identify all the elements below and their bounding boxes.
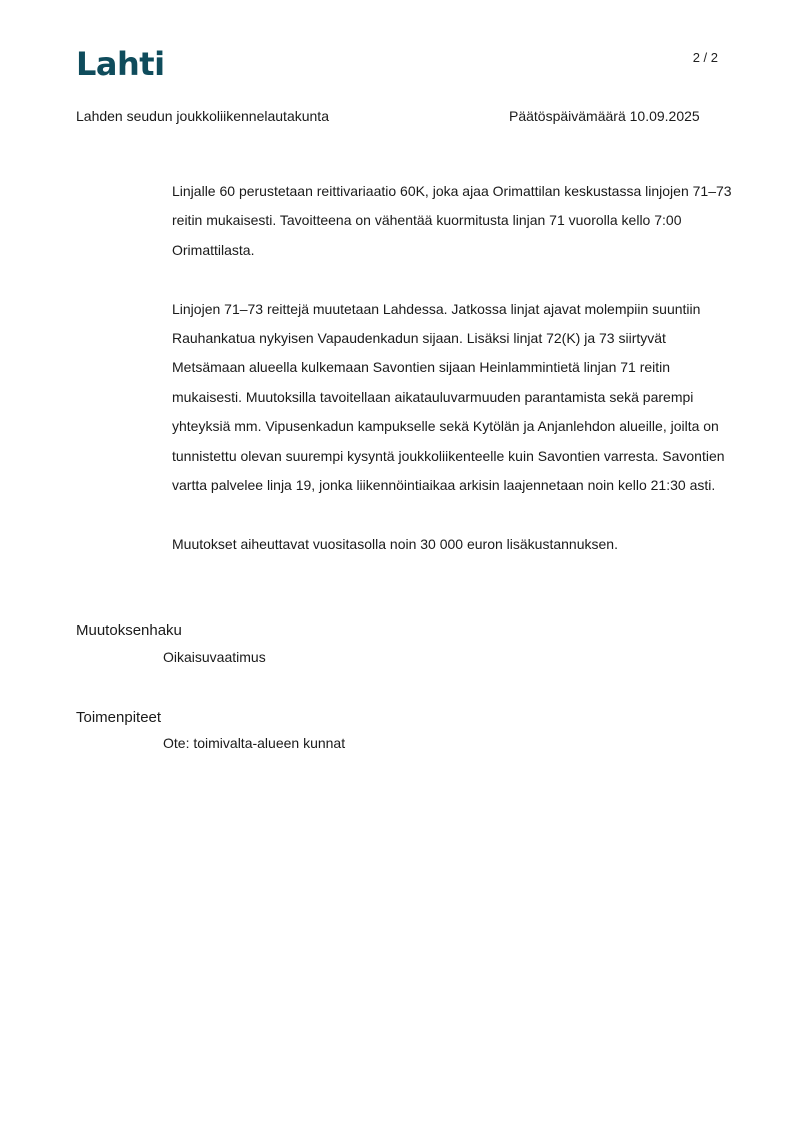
paragraph-route-60k: Linjalle 60 perustetaan reittivariaatio 60K, joka ajaa Orimattilan keskustassa linjojen 71–73 reitin mukaisesti. Tavoitteena on vähentää kuormitusta linjan 71 vuorolla kello 7:00 Orimattilasta. <box>172 183 732 258</box>
paragraph-routes-71-73: Linjojen 71–73 reittejä muutetaan Lahdessa. Jatkossa linjat ajavat molempiin suuntiin Rauhankatua nykyisen Vapaudenkadun sijaan. Lisäksi linjat 72(K) ja 73 siirtyvät Metsämaan alueella kulkemaan Savontien sijaan Heinlammintietä linjan 71 reitin mukaisesti. Muutoksilla tavoitellaan aikatauluvarmuuden parantamista sekä parempi yhteyksiä mm. Vipusenkadun kampukselle sekä Kytölän ja Anjanlehdon alueille, joilta on tunnistettu olevan suurempi kysyntä joukkoliikenteelle kuin Savontien varresta. Savontien vartta palvelee linja 19, jonka liikennöintiaikaa arkisin laajennetaan noin kello 21:30 asti. <box>172 300 725 494</box>
actions-value: Ote: toimivalta-alueen kunnat <box>163 735 346 751</box>
page-number: 2 / 2 <box>692 50 718 65</box>
organization-name: Lahden seudun joukkoliikennelautakunta <box>76 108 329 124</box>
decision-date: Päätöspäivämäärä 10.09.2025 <box>509 108 700 124</box>
appeal-value: Oikaisuvaatimus <box>163 649 266 665</box>
appeal-heading: Muutoksenhaku <box>76 622 182 639</box>
actions-heading: Toimenpiteet <box>76 709 162 726</box>
lahti-logo: Lahti <box>76 45 165 83</box>
decision-body <box>172 177 732 589</box>
paragraph-costs: Muutokset aiheuttavat vuositasolla noin 30 000 euron lisäkustannuksen. <box>172 535 618 552</box>
